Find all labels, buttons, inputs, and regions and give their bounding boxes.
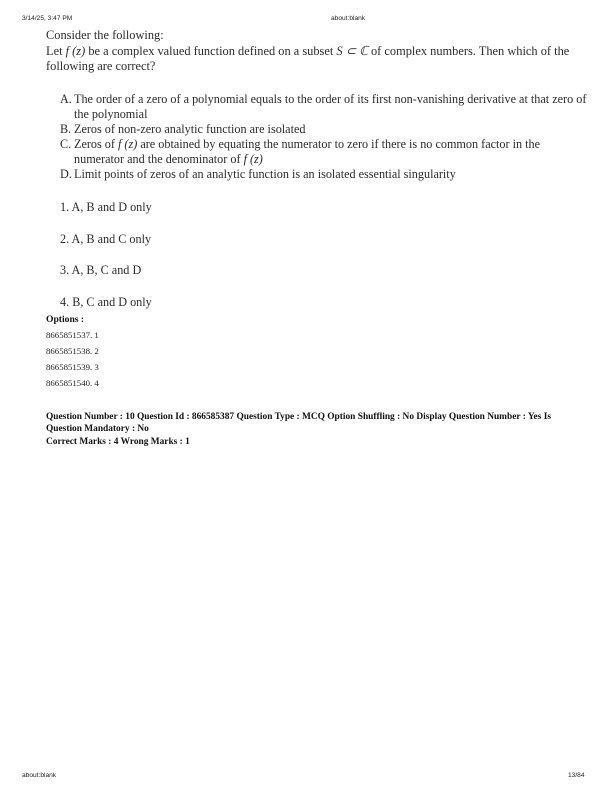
option-id-4: 8665851540. 4 (46, 378, 99, 388)
statement-key: B. (60, 122, 72, 136)
option-id-3: 8665851539. 3 (46, 362, 99, 372)
statement-text (74, 137, 588, 167)
question-meta (46, 412, 576, 451)
question-meta-line-1: Question Number : 10 Question Id : 866585387 Question Type : MCQ Option Shuffling : No Display Question Number : Yes Is Question Mandatory : No (46, 412, 552, 434)
statement-text: Limit points of zeros of an analytic function is an isolated essential singularity (74, 167, 456, 181)
statement-c-mid: are obtained by equating the numerator to zero if there is no common factor in the numerator and the denominator of (74, 137, 541, 166)
stem-function: f (z) (65, 43, 86, 58)
statement-key: C. (60, 137, 72, 151)
page-number: 13/84 (568, 772, 585, 779)
statement-key: A. (60, 92, 72, 106)
question-stem (46, 28, 576, 75)
statement-c-function: f (z) (118, 137, 138, 151)
question-stem-text (46, 44, 576, 75)
statement-d (60, 167, 588, 182)
answer-choice-3: 3. A, B, C and D (60, 263, 142, 277)
question-intro: Consider the following: (46, 28, 164, 42)
statement-c (60, 137, 588, 167)
statement-key: D. (60, 167, 72, 181)
header-datetime: 3/14/25, 3:47 PM (22, 15, 73, 22)
stem-prefix: Let (46, 43, 66, 58)
footer-url: about:blank (22, 772, 57, 779)
answer-choice-2: 2. A, B and C only (60, 232, 152, 246)
statement-list (60, 92, 588, 182)
answer-choice-4: 4. B, C and D only (60, 295, 152, 309)
header-url: about:blank (331, 15, 366, 22)
statement-c-pre: Zeros of (74, 137, 118, 151)
option-id-2: 8665851538. 2 (46, 346, 99, 356)
stem-suffix: of complex numbers. Then which of the following are correct? (46, 43, 570, 74)
stem-set: S ⊂ ℂ (336, 43, 368, 58)
statement-text: The order of a zero of a polynomial equals to the order of its first non-vanishing derivative at that zero of the polynomial (74, 92, 587, 121)
option-id-1: 8665851537. 1 (46, 330, 99, 340)
stem-mid: be a complex valued function defined on a subset (85, 43, 337, 58)
question-meta-line-2: Correct Marks : 4 Wrong Marks : 1 (46, 437, 190, 448)
statement-c-function-2: f (z) (243, 152, 263, 166)
statement-b (60, 122, 588, 137)
answer-choice-1: 1. A, B and D only (60, 200, 152, 214)
statement-a (60, 92, 588, 122)
options-heading: Options : (46, 314, 85, 325)
statement-text: Zeros of non-zero analytic function are isolated (74, 122, 306, 136)
